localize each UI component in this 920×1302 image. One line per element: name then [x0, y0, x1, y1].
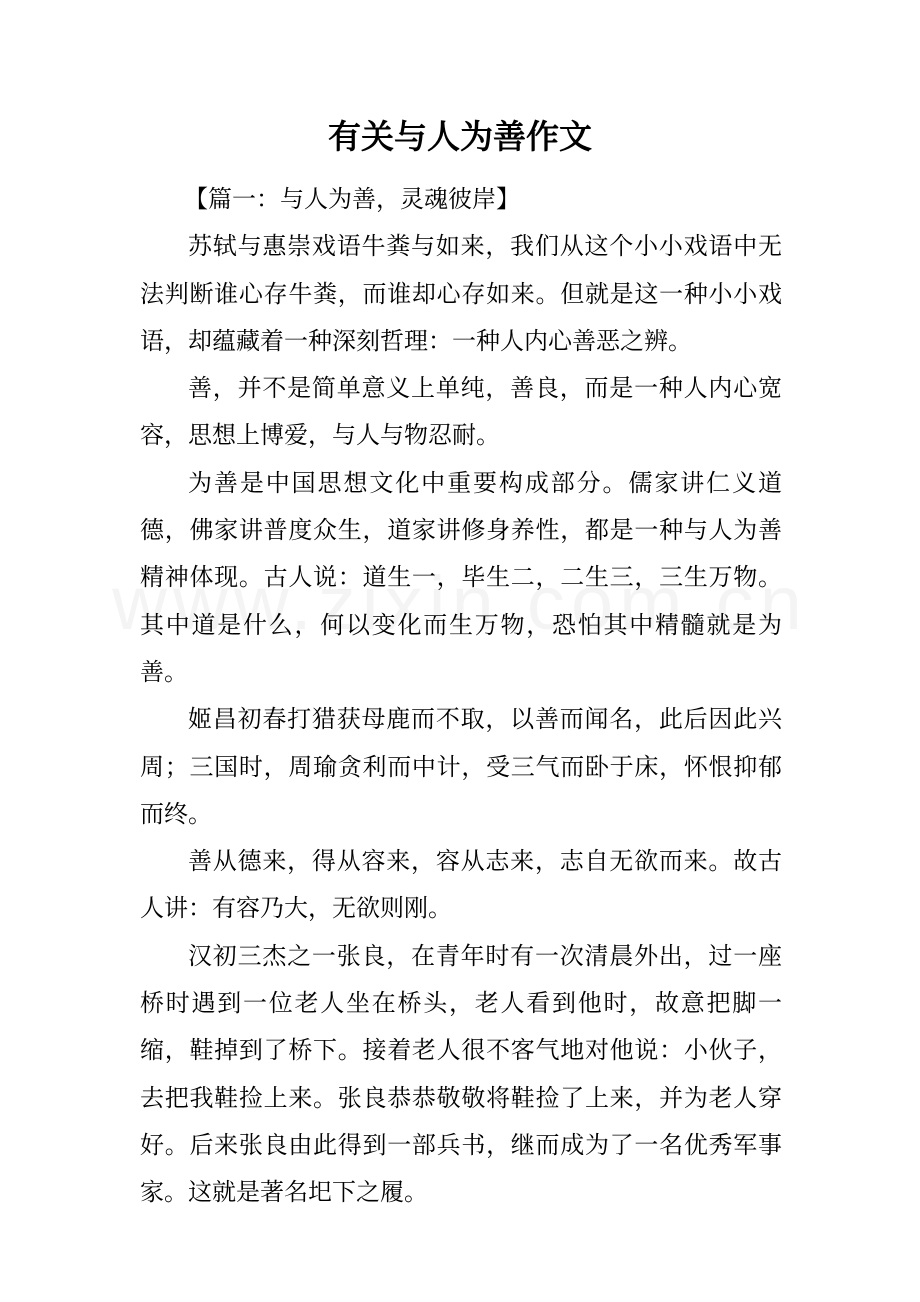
paragraph: 苏轼与惠崇戏语牛粪与如来，我们从这个小小戏语中无法判断谁心存牛粪，而谁却心存如来。但就是这一种小小戏语，却蕴藏着一种深刻哲理：一种人内心善恶之辨。	[140, 232, 782, 355]
paragraph: 为善是中国思想文化中重要构成部分。儒家讲仁义道德，佛家讲普度众生，道家讲修身养性，都是一种与人为善精神体现。古人说：道生一，毕生二，二生三，三生万物。其中道是什么，何以变化而生万物，恐怕其中精髓就是为善。	[140, 468, 782, 686]
paragraph: 姬昌初春打猎获母鹿而不取，以善而闻名，此后因此兴周；三国时，周瑜贪利而中计，受三气而卧于床，怀恨抑郁而终。	[140, 705, 782, 828]
document-body	[140, 176, 782, 1217]
section-heading: 【篇一：与人为善，灵魂彼岸】	[184, 185, 520, 213]
document-title: 有关与人为善作文	[328, 117, 592, 156]
paragraph: 善从德来，得从容来，容从志来，志自无欲而来。故古人讲：有容乃大，无欲则刚。	[140, 847, 782, 923]
paragraph: 善，并不是简单意义上单纯，善良，而是一种人内心宽容，思想上博爱，与人与物忍耐。	[140, 374, 782, 450]
paragraph: 汉初三杰之一张良，在青年时有一次清晨外出，过一座桥时遇到一位老人坐在桥头，老人看到他时，故意把脚一缩，鞋掉到了桥下。接着老人很不客气地对他说：小伙子，去把我鞋捡上来。张良恭恭敬敬将鞋捡了上来，并为老人穿好。后来张良由此得到一部兵书，继而成为了一名优秀军事家。这就是著名圯下之履。	[140, 941, 782, 1207]
